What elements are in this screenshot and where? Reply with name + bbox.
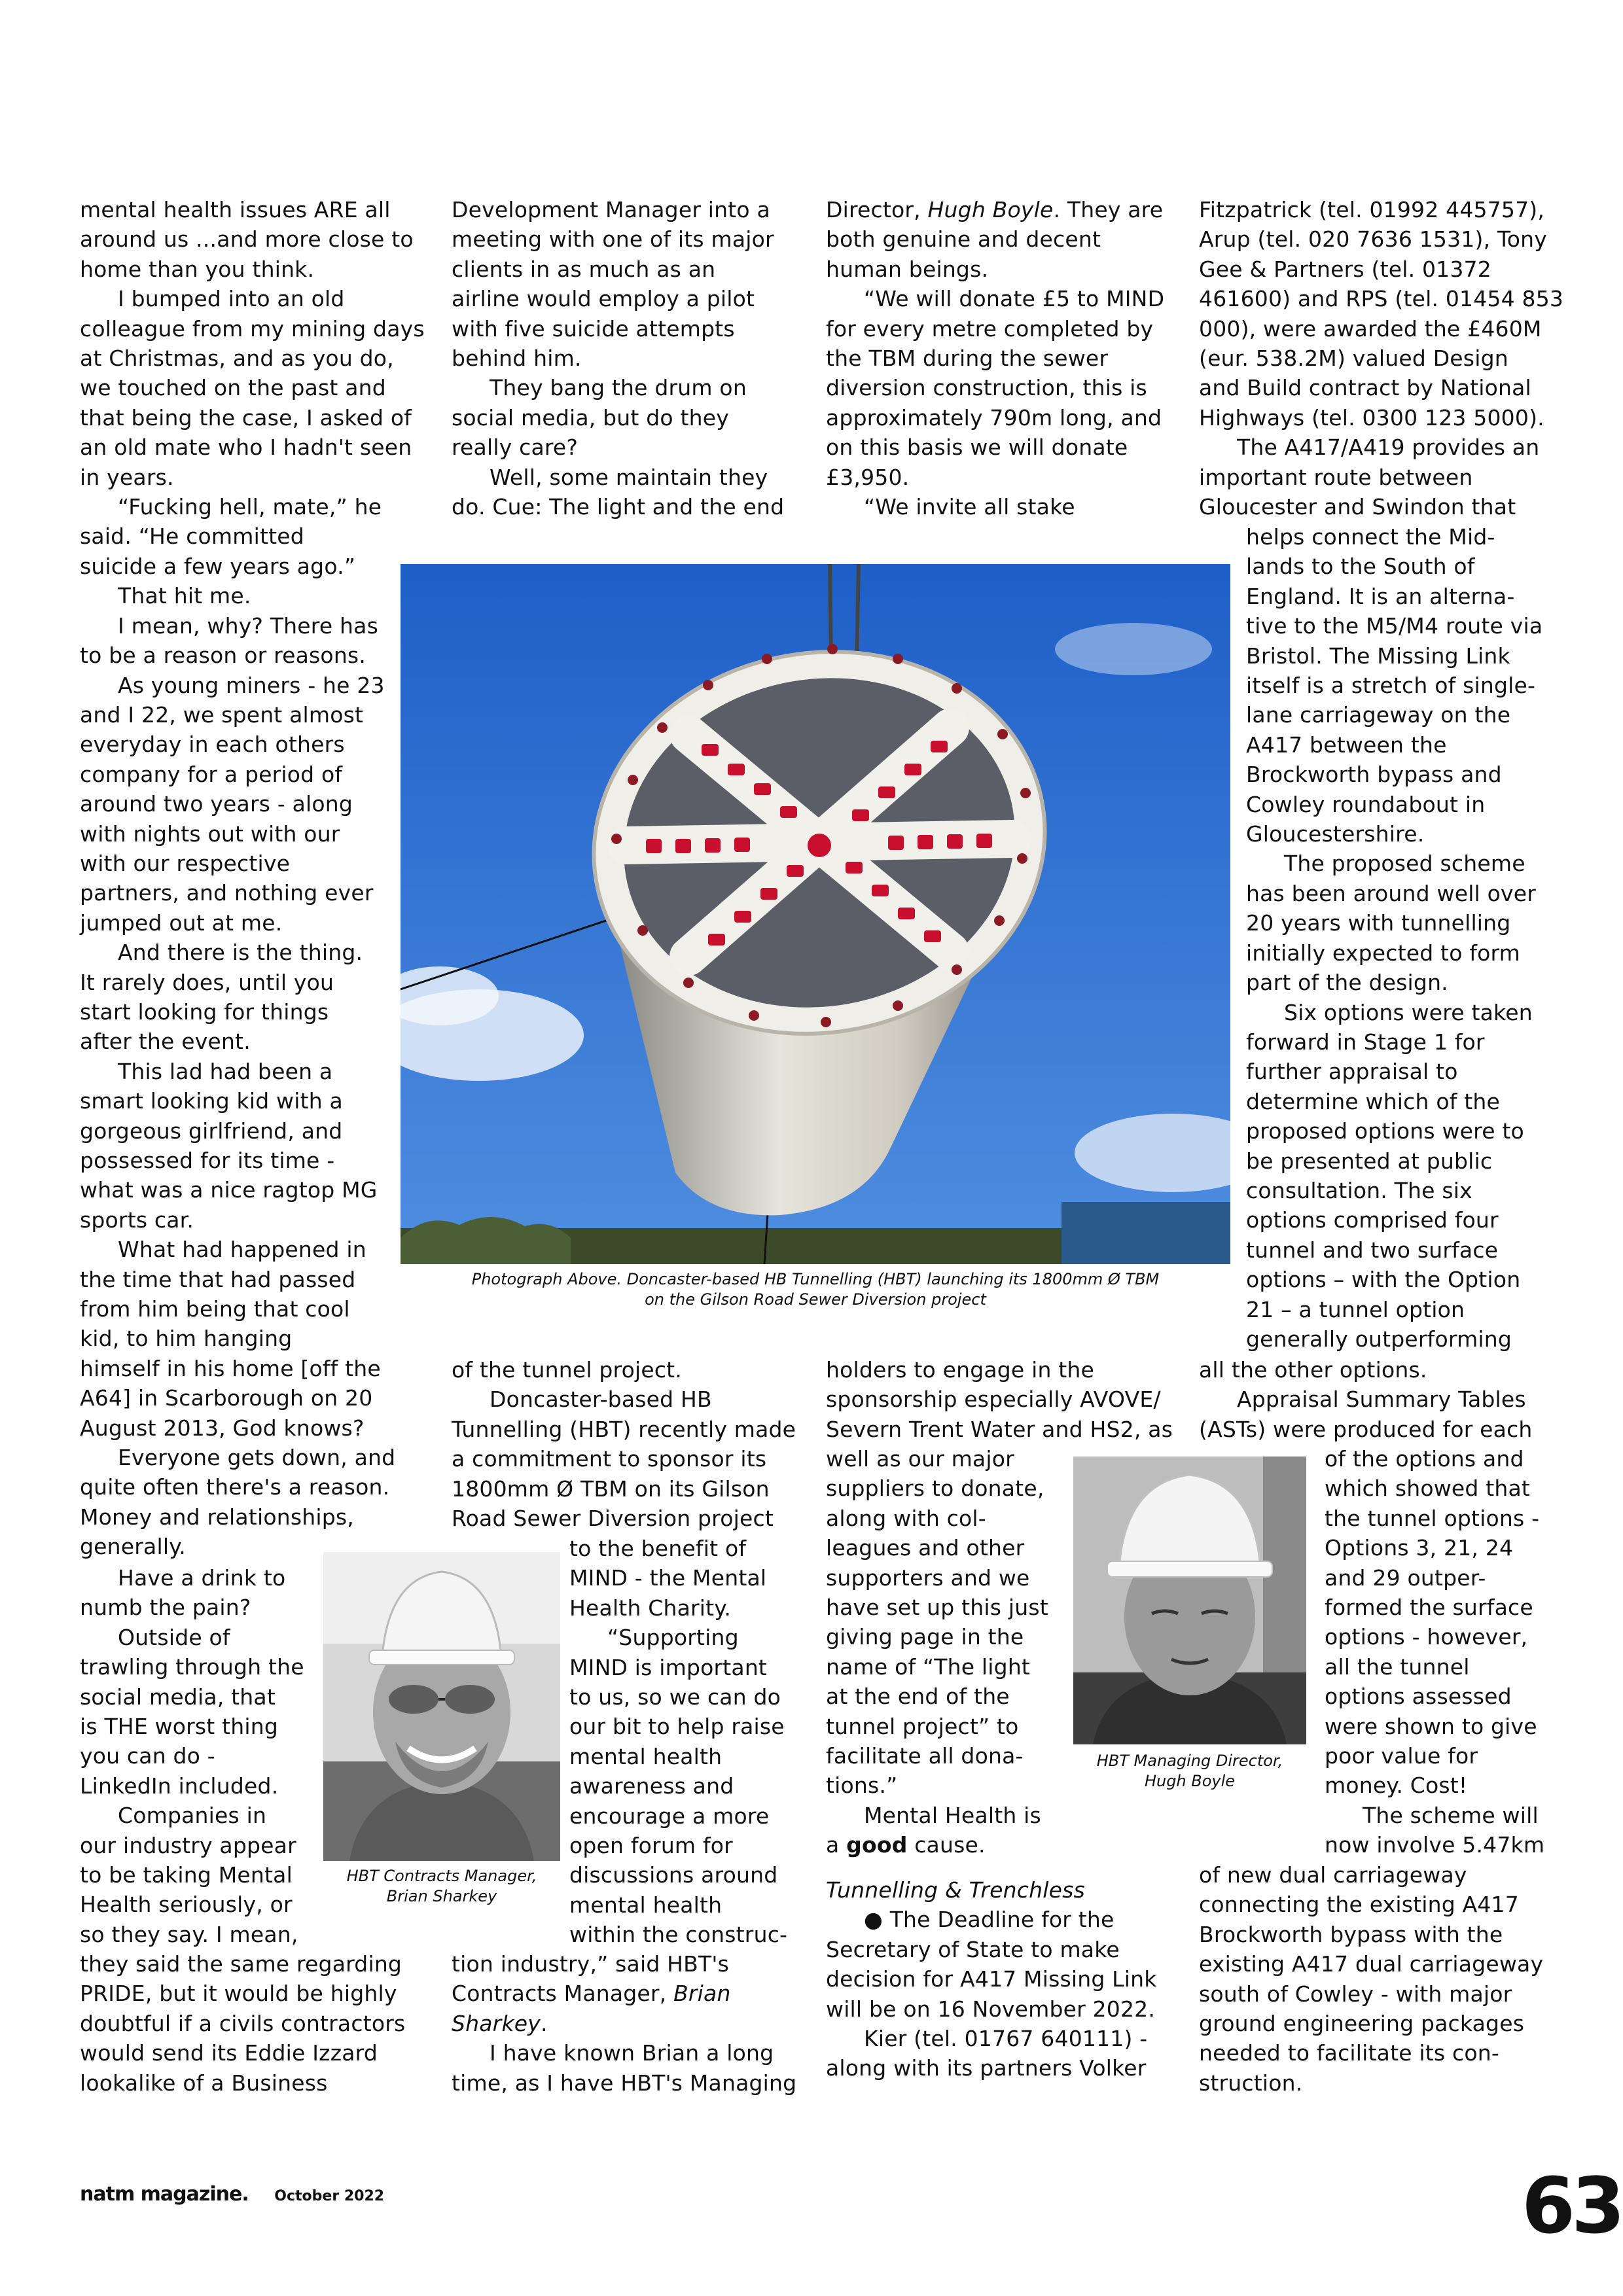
portrait-illustration [323,1552,560,1861]
text-line: to us, so we can do [569,1684,781,1710]
text-line: Brockworth bypass and [1246,762,1502,788]
text-line: diversion construction, this is [826,375,1147,401]
text-line: mental health [569,1743,722,1769]
text-line: tions.” [826,1773,898,1799]
emphasis: good [846,1832,908,1858]
text-line: A64] in Scarborough on 20 [80,1385,373,1411]
text-line: tive to the M5/M4 route via [1246,613,1543,639]
text-line: Six options were taken [1284,999,1533,1025]
text-line [826,1905,1192,1934]
column-3-middle [826,1355,1192,1444]
text-line: August 2013, God knows? [80,1415,365,1441]
text-line: ground engineering packages [1199,2011,1525,2037]
text-line: 000), were awarded the £460M [1199,315,1542,342]
text-line: options assessed [1325,1684,1512,1710]
text-line: proposed options were to [1246,1118,1524,1144]
text-line: Companies in [118,1803,267,1829]
text-line: Mental Health is [864,1802,1041,1828]
text-line: an old mate who I hadn't seen [80,434,412,461]
issue-date: October 2022 [274,2188,385,2204]
magazine-name: natm magazine. [80,2183,249,2206]
person-name: Sharkey [452,2010,541,2036]
text-line: were shown to give [1325,1713,1537,1739]
text-line: part of the design. [1246,970,1448,996]
text-line: That hit me. [118,583,251,609]
text-line: within the construc- [569,1922,788,1948]
text-run: Contracts Manager, [452,1981,674,2007]
text-line: our bit to help raise [569,1714,785,1740]
text-line: “Fucking hell, mate,” he [118,494,382,520]
text-line: (eur. 538.2M) valued Design [1199,345,1508,372]
text-line: around two years - along [80,791,353,817]
text-line: Outside of [118,1624,230,1650]
text-line: we touched on the past and [80,375,386,401]
text-run: cause. [907,1832,986,1858]
text-line [452,1979,818,2008]
main-photo-caption [401,1269,1230,1310]
text-line: helps connect the Mid- [1246,524,1495,550]
text-run: Director, [826,197,928,222]
caption-line: Brian Sharkey [386,1887,497,1905]
text-line: 461600) and RPS (tel. 01454 853 [1199,286,1564,312]
text-line: south of Cowley - with major [1199,1981,1512,2007]
text-line: said. “He committed [80,523,304,550]
portrait-illustration [1073,1457,1306,1744]
text-line: company for a period of [80,761,343,787]
text-line: “We invite all stake [864,494,1075,520]
text-line: holders to engage in the [826,1357,1095,1383]
text-line: of the tunnel project. [452,1357,683,1383]
text-line: lands to the South of [1246,554,1475,580]
text-line: partners, and nothing ever [80,880,374,906]
text-line: suicide a few years ago.” [80,553,356,579]
text-line: in years. [80,464,174,490]
text-line: have set up this just [826,1595,1048,1621]
caption-line: on the Gilson Road Sewer Diversion project [645,1290,986,1309]
text-line: do. Cue: The light and the end [452,494,785,520]
text-line: lookalike of a Business [80,2070,328,2096]
text-line: both genuine and decent [826,226,1101,253]
text-line: Money and relationships, [80,1504,354,1530]
text-line: Gee & Partners (tel. 01372 [1199,256,1491,282]
text-line: along with col- [826,1505,986,1531]
text-line: now involve 5.47km [1325,1832,1545,1858]
text-line: tunnel project” to [826,1713,1019,1739]
text-line: human beings. [826,256,989,282]
text-line: after the event. [80,1029,251,1055]
text-line: will be on 16 November 2022. [826,1996,1156,2022]
text-line: our industry appear [80,1832,296,1858]
caption-line: Photograph Above. Doncaster-based HB Tunnelling (HBT) launching its 1800mm Ø TBM [471,1270,1160,1288]
section-heading: Tunnelling & Trenchless [826,1877,1085,1903]
text-line: encourage a more [569,1803,770,1829]
text-run: . They are [1053,197,1164,222]
text-line: PRIDE, but it would be highly [80,1981,397,2007]
text-line: all the other options. [1199,1357,1427,1383]
text-line: “We will donate £5 to MIND [864,286,1165,312]
column-3-wrap [826,1444,1075,1860]
text-line: I mean, why? There has [118,612,378,639]
text-line: is THE worst thing [80,1714,279,1740]
text-line: with our respective [80,850,291,876]
text-line: at Christmas, and as you do, [80,345,394,372]
text-line: lane carriageway on the [1246,702,1511,728]
caption-line: HBT Contracts Manager, [346,1867,537,1885]
text-line: giving page in the [826,1624,1024,1650]
text-line: generally. [80,1534,186,1560]
column-3-bottom [826,1875,1192,2083]
column-3-top [826,195,1192,521]
text-line [826,195,1192,224]
text-line: which showed that [1325,1475,1531,1502]
text-line: further appraisal to [1246,1059,1458,1085]
text-line: Have a drink to [118,1565,286,1591]
text-line: Secretary of State to make [826,1936,1120,1962]
text-line: around us ...and more close to [80,226,414,253]
person-name: Hugh Boyle [927,197,1054,222]
text-line: quite often there's a reason. [80,1474,390,1500]
text-line: the TBM during the sewer [826,345,1109,372]
text-line: itself is a stretch of single- [1246,673,1536,699]
text-line: they said the same regarding [80,1951,402,1977]
text-line: to be taking Mental [80,1862,293,1888]
text-line: Appraisal Summary Tables [1237,1386,1526,1413]
text-line: start looking for things [80,998,329,1025]
text-line: This lad had been a [118,1058,333,1084]
column-2-bottom [452,1949,818,2098]
text-line: and 29 outper- [1325,1564,1486,1591]
text-line: Doncaster-based HB [490,1386,712,1413]
text-line: Health seriously, or [80,1892,293,1918]
text-line: Brockworth bypass with the [1199,1921,1503,1947]
text-line: facilitate all dona- [826,1743,1024,1769]
text-line: Options 3, 21, 24 [1325,1535,1514,1561]
text-line: Severn Trent Water and HS2, as [826,1416,1173,1442]
text-line: open forum for [569,1833,733,1859]
text-line: initially expected to form [1246,940,1521,966]
text-line: on this basis we will donate [826,434,1128,461]
text-line: doubtful if a civils contractors [80,2010,406,2036]
text-line: important route between [1199,464,1473,490]
text-line: MIND is important [569,1654,768,1680]
text-line: I have known Brian a long [490,2040,774,2066]
text-line: 21 – a tunnel option [1246,1296,1465,1322]
text-line: options – with the Option [1246,1267,1521,1293]
column-1-wrap [80,1563,322,1949]
text-line: Arup (tel. 020 7636 1531), Tony [1199,226,1547,253]
text-line: Gloucestershire. [1246,821,1425,847]
column-4-middle [1199,1355,1565,1444]
text-line: trawling through the [80,1654,304,1680]
column-1-bottom [80,1949,433,2098]
tbm-illustration [401,564,1230,1264]
text-line: a commitment to sponsor its [452,1446,767,1472]
text-line: you can do - [80,1743,215,1769]
text-line: with five suicide attempts [452,315,735,342]
page-number: 63 [1522,2161,1622,2251]
text-line: the time that had passed [80,1266,356,1292]
text-line: social media, but do they [452,404,729,431]
text-line: from him being that cool [80,1296,350,1322]
text-line: meeting with one of its major [452,226,774,253]
text-line: the tunnel options - [1325,1505,1540,1531]
column-4-wrap-portrait [1325,1444,1573,1860]
text-line: 1800mm Ø TBM on its Gilson [452,1475,770,1502]
text-line: social media, that [80,1684,276,1710]
sharkey-portrait [323,1552,560,1861]
text-line: Development Manager into a [452,197,770,222]
text-line: The scheme will [1363,1802,1539,1828]
text-run: a [826,1832,847,1858]
text-line: clients in as much as an [452,256,716,282]
boyle-portrait [1073,1457,1306,1744]
text-line: I bumped into an old [118,286,345,312]
text-line: numb the pain? [80,1595,251,1621]
text-line: Health Charity. [569,1595,732,1621]
text-line: leagues and other [826,1535,1025,1561]
text-line: (ASTs) were produced for each [1199,1416,1533,1442]
text-line: kid, to him hanging [80,1326,293,1352]
bullet-icon: ● [864,1907,883,1933]
text-line: home than you think. [80,256,315,282]
text-line: everyday in each others [80,732,345,758]
text-line: “Supporting [607,1625,739,1651]
text-line: The proposed scheme [1284,851,1525,877]
text-line: awareness and [569,1773,734,1799]
text-line: behind him. [452,345,582,372]
text-line: Tunnelling (HBT) recently made [452,1416,796,1442]
text-line: As young miners - he 23 [118,672,385,698]
text-line: supporters and we [826,1564,1030,1591]
text-line: himself in his home [off the [80,1355,381,1381]
text-line: The A417/A419 provides an [1237,434,1540,461]
text-line: decision for A417 Missing Link [826,1966,1157,1992]
text-line: for every metre completed by [826,315,1154,342]
text-line: options - however, [1325,1624,1528,1650]
text-line: Highways (tel. 0300 123 5000). [1199,404,1544,431]
text-line: has been around well over [1246,880,1537,906]
text-line: at the end of the [826,1684,1010,1710]
text-line: to be a reason or reasons. [80,643,366,669]
text-line: mental health [569,1892,722,1918]
text-line: determine which of the [1246,1088,1500,1114]
text-line: tunnel and two surface [1246,1237,1499,1263]
text-line: possessed for its time - [80,1148,335,1173]
footer [80,2183,384,2206]
text-line: forward in Stage 1 for [1246,1029,1485,1055]
text-line: A417 between the [1246,732,1447,758]
text-line: Everyone gets down, and [118,1445,396,1471]
text-line: colleague from my mining days [80,315,425,342]
text-line: gorgeous girlfriend, and [80,1118,343,1144]
text-line: of new dual carriageway [1199,1862,1467,1888]
text-line: airline would employ a pilot [452,286,755,312]
text-line: tion industry,” said HBT's [452,1951,730,1977]
text-line: along with its partners Volker [826,2055,1147,2081]
text-line: suppliers to donate, [826,1475,1044,1502]
text-line: so they say. I mean, [80,1921,298,1947]
text-line: connecting the existing A417 [1199,1892,1519,1918]
text-line: smart looking kid with a [80,1088,343,1114]
text-line: to the benefit of [569,1536,747,1561]
text-line: England. It is an alterna- [1246,583,1515,609]
column-4-bottom [1199,1860,1565,2098]
text-line: They bang the drum on [490,375,747,401]
text-run: . [541,2010,548,2036]
text-line: Fitzpatrick (tel. 01992 445757), [1199,197,1545,222]
text-line: name of “The light [826,1653,1031,1680]
text-line: existing A417 dual carriageway [1199,1951,1544,1977]
text-line: MIND - the Mental [569,1565,767,1591]
text-line: would send its Eddie Izzard [80,2040,378,2066]
text-line: And there is the thing. [118,940,363,966]
text-line: Gloucester and Swindon that [1199,494,1516,520]
sharkey-caption [323,1866,560,1907]
text-line: sponsorship especially AVOVE/ [826,1386,1161,1413]
boyle-caption [1073,1751,1306,1792]
text-line: struction. [1199,2070,1303,2096]
text-line: Bristol. The Missing Link [1246,643,1510,669]
text-line: needed to facilitate its con- [1199,2040,1499,2066]
text-line: jumped out at me. [80,910,283,936]
text-line: money. Cost! [1325,1773,1468,1799]
text-line: be presented at public [1246,1148,1493,1174]
text-line: of the options and [1325,1446,1524,1472]
text-line: really care? [452,434,579,461]
text-line: Road Sewer Diversion project [452,1506,774,1532]
text-line: discussions around [569,1862,778,1888]
text-line: £3,950. [826,464,910,490]
text-line: mental health issues ARE all [80,197,391,222]
column-1-top [80,195,433,1562]
caption-line: Hugh Boyle [1144,1772,1236,1790]
caption-line: HBT Managing Director, [1096,1752,1283,1770]
text-line: consultation. The six [1246,1177,1472,1203]
text-line: all the tunnel [1325,1653,1470,1680]
text-line: poor value for [1325,1743,1478,1769]
text-line: time, as I have HBT's Managing [452,2070,797,2096]
text-line [452,2009,818,2038]
text-run: The Deadline for the [883,1907,1115,1933]
text-line: It rarely does, until you [80,969,334,995]
text-line: sports car. [80,1207,194,1233]
text-line: Cowley roundabout in [1246,791,1486,817]
text-line: LinkedIn included. [80,1773,279,1799]
text-line: that being the case, I asked of [80,404,412,431]
text-line: approximately 790m long, and [826,404,1162,431]
text-line: Kier (tel. 01767 640111) - [864,2026,1148,2052]
column-4-top [1199,195,1565,521]
person-name: Brian [673,1981,731,2007]
column-2-wrap [569,1534,812,1950]
text-line: options comprised four [1246,1207,1499,1233]
text-line: and I 22, we spent almost [80,701,364,728]
column-2-middle [452,1355,818,1533]
text-line: with nights out with our [80,821,340,847]
column-2-top [452,195,805,521]
text-line: and Build contract by National [1199,375,1531,401]
column-4-wrap-image [1246,522,1567,1354]
text-line: what was a nice ragtop MG [80,1177,378,1203]
text-line: well as our major [826,1446,1014,1472]
tbm-photo [401,564,1230,1264]
text-line: What had happened in [118,1237,366,1263]
text-line: Well, some maintain they [490,464,768,490]
text-line: formed the surface [1325,1595,1533,1621]
text-line: 20 years with tunnelling [1246,910,1511,936]
text-line [826,1830,1075,1860]
text-line: generally outperforming [1246,1326,1512,1352]
